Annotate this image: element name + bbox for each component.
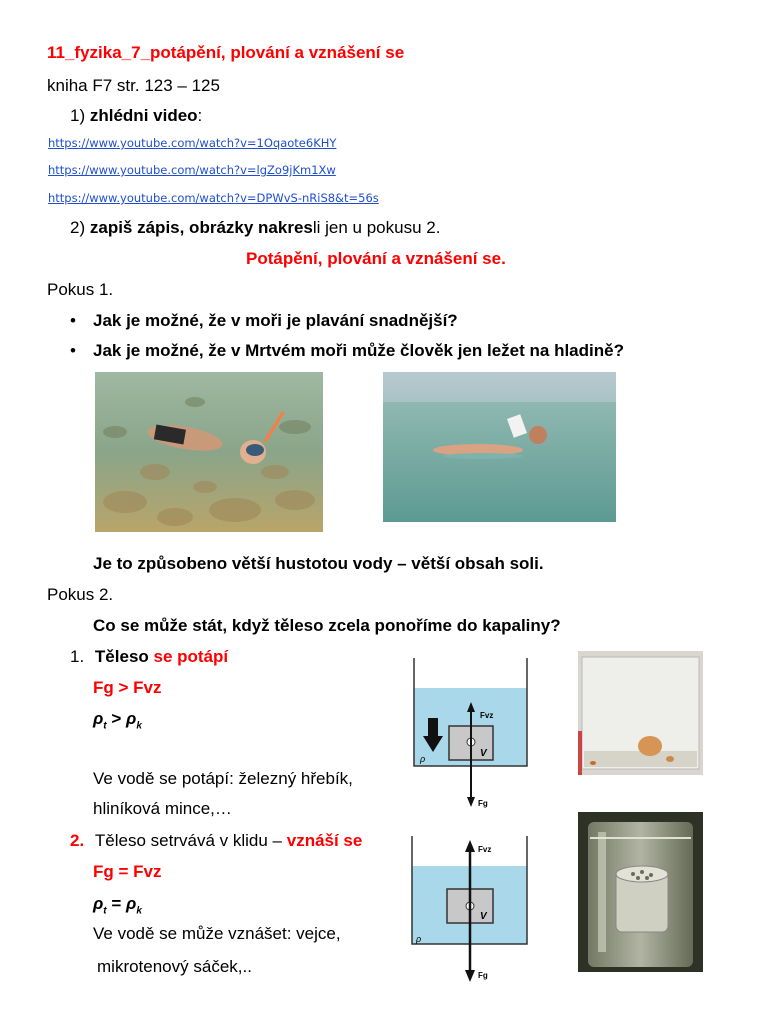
pokus-2-label: Pokus 2. [47,585,114,604]
case-1-heading [70,647,228,667]
task-1-number: 1) [70,106,86,125]
label-fvz: Fvz [480,711,494,720]
video-link-1[interactable]: https://www.youtube.com/watch?v=1Oqaote6KHY [48,136,337,150]
arrow-up-icon [465,840,475,852]
suspended-photo [578,812,703,972]
operator: = [113,862,134,881]
case-2-highlight: vznáší se [286,831,363,850]
subscript-body: t [103,720,107,732]
subscript-liquid: k [136,905,142,917]
force-buoyancy: Fvz [133,678,162,697]
label-fvz: Fvz [478,845,492,854]
label-rho: ρ [416,934,422,944]
sinking-diagram [408,656,533,811]
video-link-2[interactable]: https://www.youtube.com/watch?v=lgZo9jKm1Xw [48,163,336,177]
case-2-text: Těleso setrvává v klidu – [94,831,287,850]
case-2-example-2: mikrotenový sáček,.. [97,957,252,976]
case-2-example-1: Ve vodě se může vznášet: vejce, [93,924,341,943]
task-1-label: zhlédni video [89,106,198,125]
task-2 [70,218,440,238]
case-1-text: Těleso [94,647,154,666]
case-1-highlight: se potápí [153,647,229,666]
suspended-diagram [406,834,534,986]
question-1: Jak je možné, že v moři je plavání snadnější? [93,311,458,330]
pokus-2-question: Co se může stát, když těleso zcela ponoříme do kapaliny? [93,616,561,635]
task-2-number: 2) [70,218,86,237]
bullet-dot: • [70,341,76,360]
pokus-1-answer: Je to způsobeno větší hustotou vody – větší obsah soli. [93,554,544,573]
force-gravity: Fg [93,678,114,697]
case-2-number: 2. [70,831,85,850]
snorkeling-photo [95,372,323,532]
subscript-body: t [103,905,107,917]
operator: > [113,678,134,697]
bullet-dot: • [70,311,76,330]
bullet-2 [70,341,76,361]
rho-symbol: ρ [126,894,137,913]
task-1-colon: : [197,106,203,125]
task-2-bold: zapiš zápis, obrázky nakres [89,218,313,237]
dead-sea-photo [383,372,616,522]
rho-symbol: ρ [93,894,104,913]
case-2-heading [70,831,362,851]
label-fg: Fg [478,971,488,980]
label-rho: ρ [420,754,426,764]
question-2: Jak je možné, že v Mrtvém moři může člověk jen ležet na hladině? [93,341,624,360]
case-1-example-1: Ve vodě se potápí: železný hřebík, [93,769,353,788]
label-v: V [480,748,487,759]
arrow-down-icon [467,797,475,807]
case-1-example-2: hliníková mince,… [93,799,232,818]
book-reference: kniha F7 str. 123 – 125 [47,76,220,95]
video-link-3[interactable]: https://www.youtube.com/watch?v=DPWvS-nRiS8&t=56s [48,191,379,205]
task-1 [70,106,202,126]
subscript-liquid: k [136,720,142,732]
operator: > [106,709,127,728]
section-title: Potápění, plování a vznášení se. [246,249,506,268]
task-2-normal: li jen u pokusu 2. [312,218,441,237]
case-1-force-formula [93,678,162,698]
sinking-photo [578,651,703,775]
arrow-down-icon [465,970,475,982]
label-fg: Fg [478,799,488,808]
case-1-number: 1. [70,647,85,666]
rho-symbol: ρ [126,709,137,728]
operator: = [106,894,127,913]
case-1-density-formula [93,709,142,731]
case-2-density-formula [93,894,142,916]
label-v: V [480,911,487,922]
force-buoyancy: Fvz [133,862,162,881]
case-2-force-formula [93,862,162,882]
document-title: 11_fyzika_7_potápění, plování a vznášení se [47,43,405,62]
force-gravity: Fg [93,862,114,881]
rho-symbol: ρ [93,709,104,728]
pokus-1-label: Pokus 1. [47,280,114,299]
bullet-1 [70,311,76,331]
